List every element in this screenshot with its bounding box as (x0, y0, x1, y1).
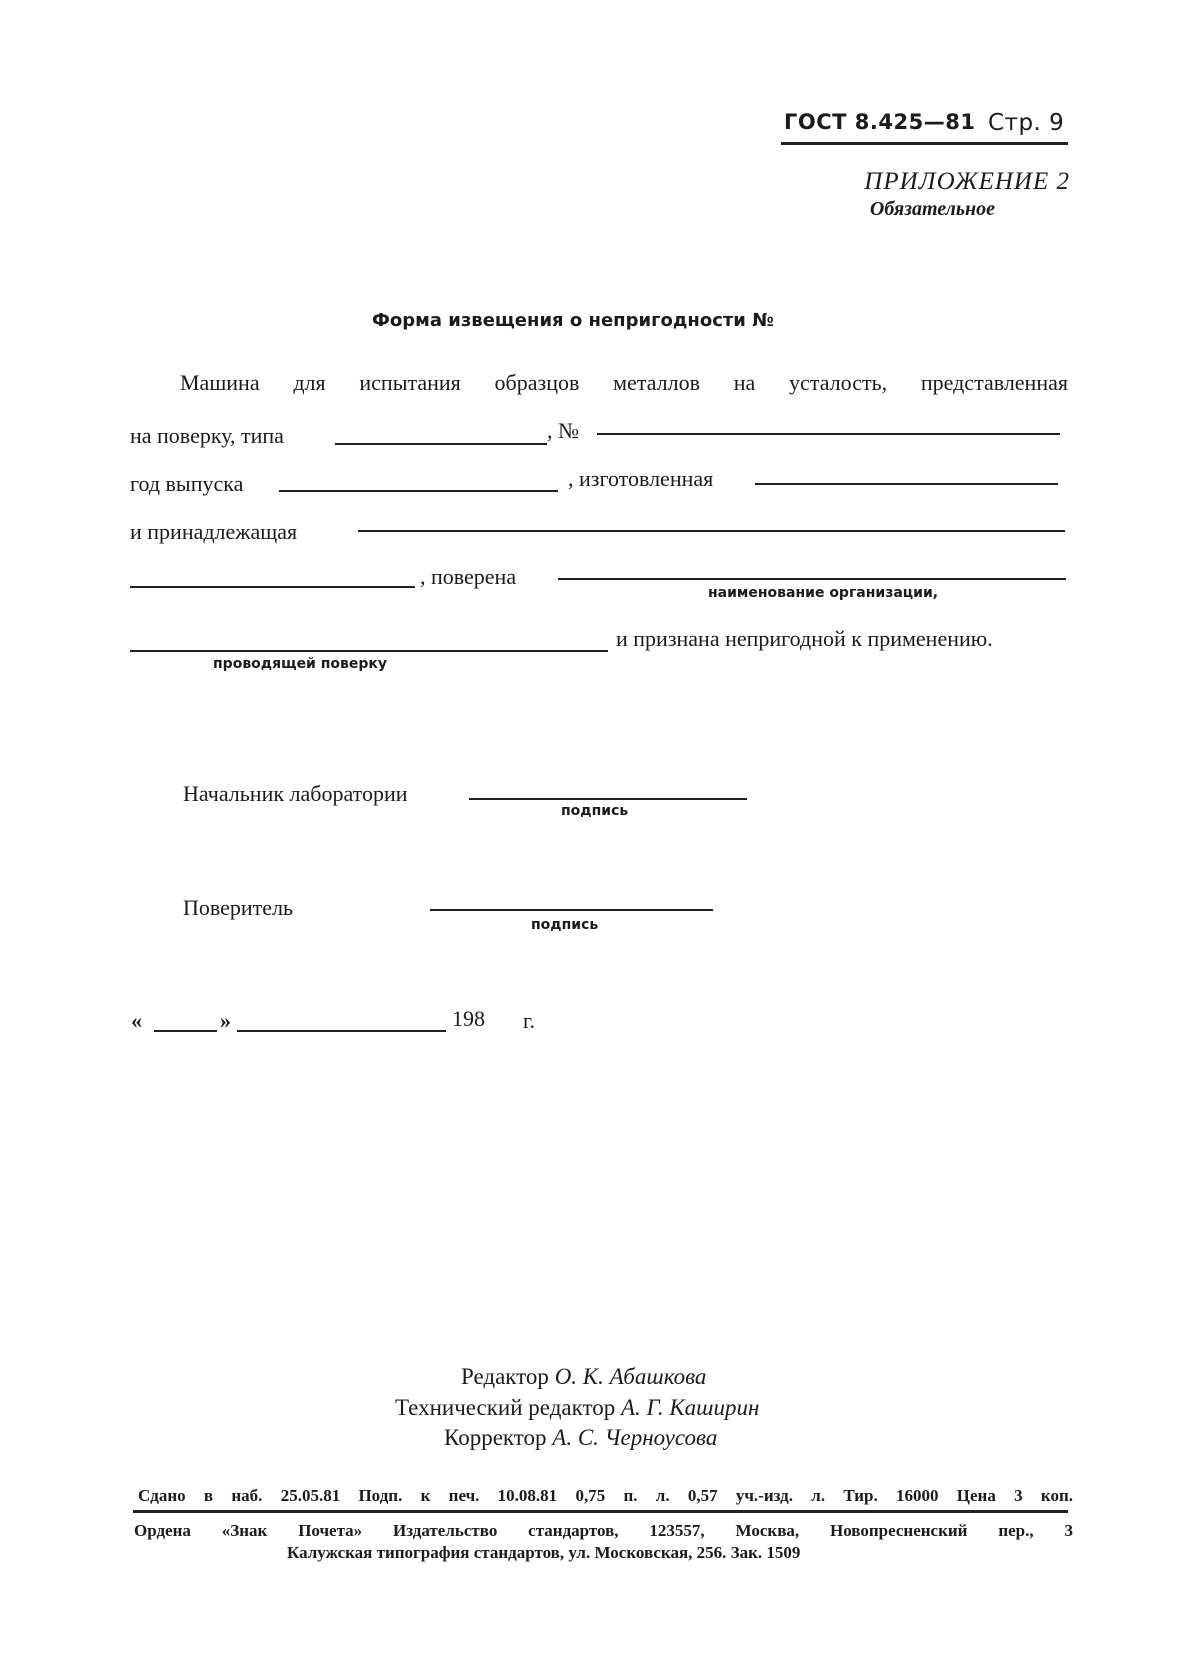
manufacture-year-field[interactable] (279, 490, 558, 492)
verifying-caption: проводящей поверку (213, 656, 388, 672)
owner-field-continued[interactable] (130, 586, 415, 588)
verifier-label: Поверитель (183, 895, 294, 920)
verifying-organization-field[interactable] (558, 578, 1066, 580)
imprint-print-details: Сдано в наб. 25.05.81 Подп. к печ. 10.08.81 0,75 п. л. 0,57 уч.-изд. л. Тир. 16000 Цена 3 коп. (138, 1486, 1073, 1505)
lab-head-label: Начальник лаборатории (183, 781, 408, 806)
form-line-4-prefix: и принадлежащая (130, 519, 298, 544)
month-field[interactable] (237, 1030, 446, 1032)
form-line-3-mid: , изготовленная (568, 466, 714, 491)
tech-editor-label: Технический редактор (395, 1395, 616, 1420)
form-title: Форма извещения о непригодности № (372, 310, 774, 331)
page-number: Стр. 9 (988, 110, 1065, 136)
form-line-2-prefix: на поверку, типа (130, 423, 284, 448)
imprint-printer: Калужская типография стандартов, ул. Московская, 256. Зак. 1509 (287, 1543, 801, 1562)
editor-label: Редактор (461, 1364, 549, 1389)
date-close-quote: » (220, 1008, 231, 1033)
editor-name: О. К. Абашкова (554, 1364, 707, 1389)
organization-name-caption: наименование организации, (708, 585, 939, 601)
header-rule (781, 142, 1068, 145)
form-line-6-suffix: и признана непригодной к применению. (616, 626, 993, 651)
editor-credit (461, 1364, 706, 1390)
appendix-title: ПРИЛОЖЕНИЕ 2 (864, 168, 1070, 195)
day-field[interactable] (154, 1030, 217, 1032)
form-line-5-mid: , поверена (420, 564, 517, 589)
tech-editor-name: А. Г. Каширин (620, 1395, 760, 1420)
type-field[interactable] (335, 443, 547, 445)
date-year-suffix: г. (523, 1008, 536, 1033)
proofreader-label: Корректор (444, 1425, 547, 1450)
manufacturer-field[interactable] (755, 483, 1058, 485)
owner-field[interactable] (358, 530, 1065, 532)
imprint-rule (133, 1510, 1068, 1513)
date-year: 198 (452, 1006, 485, 1031)
tech-editor-credit (395, 1395, 759, 1421)
date-open-quote: « (131, 1008, 142, 1033)
imprint-publisher: Ордена «Знак Почета» Издательство стандартов, 123557, Москва, Новопресненский пер., 3 (134, 1521, 1073, 1540)
verifier-signature-field[interactable] (430, 909, 713, 911)
standard-number: ГОСТ 8.425—81 (784, 110, 976, 134)
serial-number-field[interactable] (597, 433, 1060, 435)
proofreader-credit (444, 1425, 717, 1451)
form-line-1: Машина для испытания образцов металлов на усталость, представленная (180, 370, 1068, 395)
form-line-3-prefix: год выпуска (130, 471, 244, 496)
verifier-signature-caption: подпись (531, 917, 599, 933)
verifying-organization-field-continued[interactable] (130, 650, 608, 652)
appendix-subtitle: Обязательное (869, 198, 995, 220)
form-line-2-number-label: , № (547, 418, 579, 443)
proofreader-name: А. С. Черноусова (552, 1425, 718, 1450)
lab-head-signature-field[interactable] (469, 798, 747, 800)
lab-head-signature-caption: подпись (561, 803, 629, 819)
